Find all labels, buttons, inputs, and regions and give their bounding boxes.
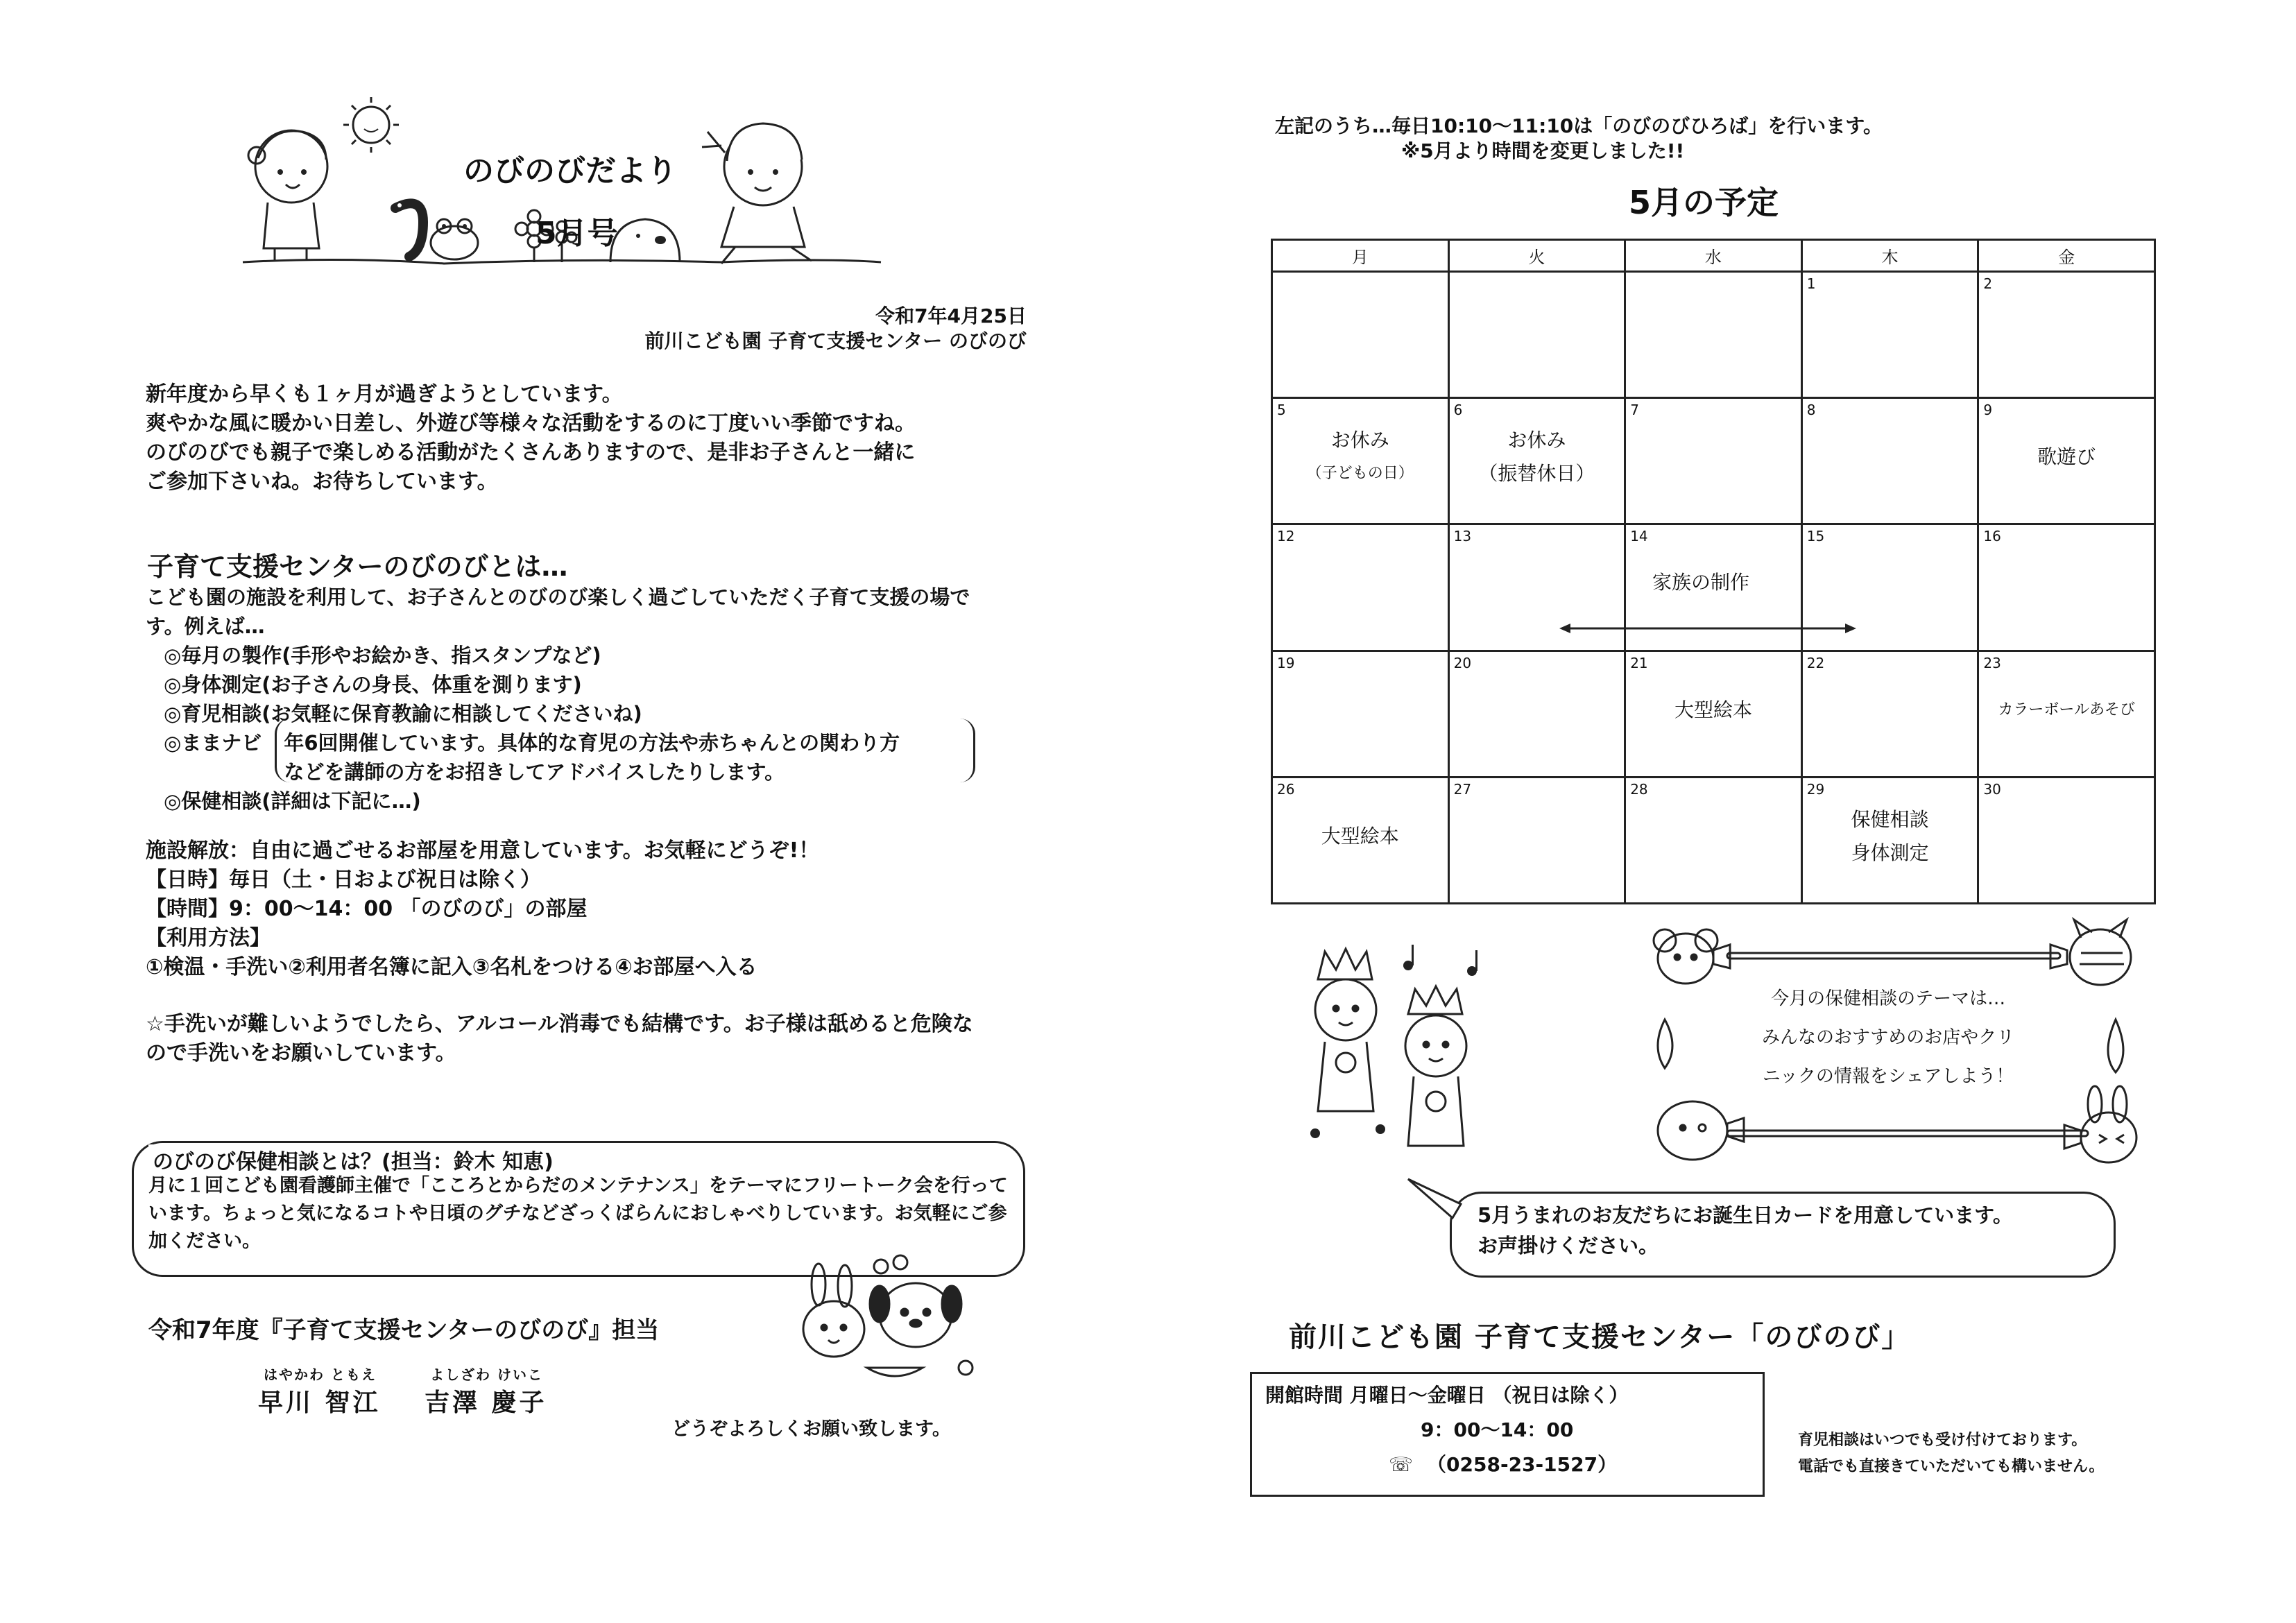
consultation-line: 加ください。 — [148, 1230, 261, 1252]
handwash-line: ☆手洗いが難しいようでしたら、アルコール消毒でも結構です。お子様は舐めると危険な — [146, 1012, 973, 1036]
weekday-header: 金 — [1978, 240, 2155, 272]
calendar-week-row — [1272, 272, 2155, 398]
weekday-header: 木 — [1801, 240, 1978, 272]
day-event — [1979, 440, 2154, 474]
about-intro-line: す。例えば… — [146, 615, 265, 638]
calendar-day-cell — [1625, 272, 1802, 398]
mole-icon — [610, 219, 680, 262]
about-item: ◎身体測定(お子さんの身長、体重を測ります) — [164, 673, 582, 696]
greeting-line: ご参加下さいね。お待ちしています。 — [146, 470, 498, 494]
about-item: ◎保健相談(詳細は下記に…) — [164, 789, 421, 813]
kings-illustration — [1290, 938, 1498, 1167]
consult-note-line: 電話でも直接きていただいても構いません。 — [1798, 1458, 2105, 1475]
boy-character-icon — [702, 123, 812, 264]
day-number: 5 — [1277, 402, 1286, 419]
family-event-label: 家族の制作 — [1652, 571, 1750, 594]
facility-section — [146, 836, 819, 982]
calendar-day-cell — [1801, 777, 1978, 903]
frog-icon — [431, 219, 478, 259]
day-event-line: 身体測定 — [1851, 841, 1929, 864]
calendar-day-cell — [1272, 777, 1449, 903]
day-event — [1450, 424, 1625, 490]
double-arrow-icon — [1559, 621, 1856, 635]
calendar-day-cell — [1625, 398, 1802, 524]
about-item: ◎育児相談(お気軽に保育教諭に相談してくださいね) — [164, 702, 642, 725]
day-event-line: カラーボールあそび — [1998, 701, 2135, 719]
calendar-day-cell — [1272, 524, 1449, 651]
day-number: 15 — [1806, 528, 1825, 545]
day-number: 14 — [1630, 528, 1648, 545]
about-intro-line: こども園の施設を利用して、お子さんとのびのび楽しく過ごしていただく子育て支援の場で — [146, 585, 970, 609]
weekday-header: 水 — [1625, 240, 1802, 272]
day-event — [1626, 694, 1801, 727]
center-name: 前川こども園 子育て支援センター「のびのび」 — [1289, 1321, 1911, 1353]
day-number: 1 — [1806, 275, 1816, 292]
about-item: ◎毎月の製作(手形やお絵かき、指スタンプなど) — [164, 644, 601, 667]
greeting-line: のびのびでも親子で楽しめる活動がたくさんありますので、是非お子さんと一緒に — [146, 440, 916, 465]
day-event-line: 大型絵本 — [1321, 824, 1399, 848]
greeting-line: 爽やかな風に暖かい日差し、外遊び等様々な活動をするのに丁度いい季節ですね。 — [146, 411, 916, 436]
consult-note-line: 育児相談はいつでも受け付けております。 — [1798, 1432, 2087, 1449]
handwash-line: ので手洗いをお願いしています。 — [146, 1041, 456, 1065]
day-event-line: 歌遊び — [2037, 445, 2096, 469]
day-event-line: 保健相談 — [1851, 807, 1929, 831]
day-event-line: 大型絵本 — [1674, 698, 1752, 721]
day-number: 12 — [1277, 528, 1295, 545]
consultation-line: います。ちょっと気になるコトや日頃のグチなどざっくばらんにおしゃべりしています。お気軽にご参 — [148, 1203, 1007, 1224]
snake-icon — [395, 203, 423, 257]
calendar-header-row — [1272, 240, 2155, 272]
consult-note — [1798, 1427, 2104, 1480]
staff-ruby: よしざわ けいこ — [430, 1366, 543, 1383]
calendar-day-cell — [1978, 524, 2155, 651]
day-event — [1803, 803, 1978, 870]
calendar-week-row — [1272, 777, 2155, 903]
day-event — [1979, 694, 2154, 727]
calendar-day-cell — [1625, 777, 1802, 903]
staff-name: 吉澤 慶子 — [425, 1389, 547, 1417]
birthday-line: お声掛けください。 — [1477, 1234, 1659, 1257]
calendar-day-cell — [1978, 398, 2155, 524]
day-event-line: お休み — [1507, 429, 1566, 452]
phone-icon: ☏ — [1389, 1453, 1414, 1476]
day-event-line: （振替休日） — [1478, 462, 1595, 486]
calendar-day-cell — [1272, 651, 1449, 777]
weekday-header: 月 — [1272, 240, 1449, 272]
sun-icon — [343, 97, 399, 153]
greeting-line: 新年度から早くも１ヶ月が過ぎようとしています。 — [146, 382, 623, 406]
calendar-day-cell — [1272, 398, 1449, 524]
girl-character-icon — [248, 130, 327, 261]
hours-label: 開館時間 月曜日～金曜日 （祝日は除く） — [1265, 1384, 1629, 1407]
calendar-day-cell — [1978, 651, 2155, 777]
day-number: 19 — [1277, 654, 1295, 671]
issue-date: 令和7年4月25日 — [875, 304, 1027, 327]
staff-ruby: はやかわ ともえ — [264, 1366, 377, 1383]
hours-time: 9：00～14：00 — [1421, 1418, 1574, 1441]
facility-line: 【利用方法】 — [146, 926, 271, 950]
phone-number[interactable]: （0258-23-1527） — [1427, 1453, 1618, 1476]
facility-line: 施設解放：自由に過ごせるお部屋を用意しています。お気軽にどうぞ!！ — [146, 839, 820, 863]
calendar-day-cell — [1448, 777, 1625, 903]
phone-line — [1389, 1450, 1617, 1477]
facility-line: ①検温・手洗い②利用者名簿に記入③名札をつける④お部屋へ入る — [146, 955, 757, 979]
staff-heading: 令和7年度『子育て支援センターのびのび』担当 — [148, 1316, 660, 1344]
birthday-line: 5月うまれのお友だちにお誕生日カードを用意しています。 — [1477, 1203, 2013, 1227]
calendar-day-cell — [1448, 272, 1625, 398]
calendar-day-cell — [1978, 272, 2155, 398]
staff-name: 早川 智江 — [258, 1389, 381, 1417]
calendar-week-row — [1272, 398, 2155, 524]
day-number: 23 — [1983, 654, 2001, 671]
calendar-day-cell — [1448, 651, 1625, 777]
speech-tail-icon — [1408, 1179, 1464, 1221]
consultation-line: 月に１回こども園看護師主催で「こころとからだのメンテナンス」をテーマにフリートーク会を行って — [148, 1175, 1008, 1196]
newsletter-title: のびのびだより — [463, 153, 677, 189]
day-number: 6 — [1453, 402, 1463, 419]
health-theme-line: ニックの情報をシェアしよう！ — [1762, 1066, 2014, 1087]
weekday-header: 火 — [1448, 240, 1625, 272]
plaza-note: 左記のうち…毎日10:10～11:10は「のびのびひろば」を行います。 — [1275, 114, 1883, 137]
facility-line: 【時間】9：00～14：00 「のびのび」の部屋 — [146, 897, 588, 921]
health-theme-line: みんなのおすすめのお店やクリ — [1762, 1027, 2015, 1048]
day-event — [1273, 424, 1448, 490]
consultation-heading: のびのび保健相談とは？(担当：鈴木 知恵) — [148, 1144, 558, 1175]
handwash-note — [146, 1010, 973, 1068]
calendar-day-cell — [1448, 398, 1625, 524]
day-event-line: （子どもの日） — [1306, 465, 1414, 483]
birthday-note — [1477, 1200, 2013, 1261]
calendar-day-cell — [1272, 272, 1449, 398]
mamanavi-line: などを講師の方をお招きしてアドバイスしたりします。 — [284, 760, 785, 784]
mamanavi-line: 年6回開催しています。具体的な育児の方法や赤ちゃんとの関わり方 — [284, 731, 900, 755]
facility-line: 【日時】毎日（土・日および祝日は除く） — [146, 868, 541, 892]
day-number: 13 — [1453, 528, 1472, 545]
consultation-body — [148, 1172, 1008, 1255]
schedule-title: 5月の予定 — [1629, 184, 1779, 221]
about-heading: 子育て支援センターのびのびとは… — [147, 551, 568, 582]
day-event-line: お休み — [1330, 429, 1389, 452]
calendar-day-cell — [1978, 777, 2155, 903]
day-number: 16 — [1983, 528, 2001, 545]
time-change-note: ※5月より時間を変更しました!! — [1401, 139, 1685, 162]
day-number: 29 — [1806, 780, 1825, 798]
health-theme — [1762, 979, 2014, 1096]
day-number: 7 — [1630, 402, 1639, 419]
publisher: 前川こども園 子育て支援センター のびのび — [644, 329, 1027, 352]
day-number: 27 — [1453, 780, 1472, 798]
calendar-day-cell — [1625, 651, 1802, 777]
day-number: 20 — [1453, 654, 1472, 671]
rabbit-dog-illustration — [784, 1246, 992, 1384]
day-number: 2 — [1983, 275, 1993, 292]
issue-label: 5月号 — [536, 216, 618, 251]
mamanavi-label: ◎ままナビ — [164, 731, 262, 755]
day-number: 28 — [1630, 780, 1648, 798]
music-note-icon — [1310, 945, 1477, 1138]
calendar-day-cell — [1801, 272, 1978, 398]
closing-line: どうぞよろしくお願い致します。 — [671, 1418, 951, 1440]
day-event — [1273, 820, 1448, 853]
calendar-day-cell — [1801, 398, 1978, 524]
day-number: 26 — [1277, 780, 1295, 798]
calendar-day-cell — [1801, 651, 1978, 777]
day-number: 30 — [1983, 780, 2001, 798]
day-number: 9 — [1983, 402, 1993, 419]
day-number: 21 — [1630, 654, 1648, 671]
day-number: 22 — [1806, 654, 1825, 671]
day-number: 8 — [1806, 402, 1816, 419]
greeting-paragraph — [146, 380, 916, 497]
mamanavi-brackets — [275, 719, 975, 782]
health-theme-line: 今月の保健相談のテーマは… — [1771, 988, 2006, 1009]
calendar-week-row — [1272, 651, 2155, 777]
